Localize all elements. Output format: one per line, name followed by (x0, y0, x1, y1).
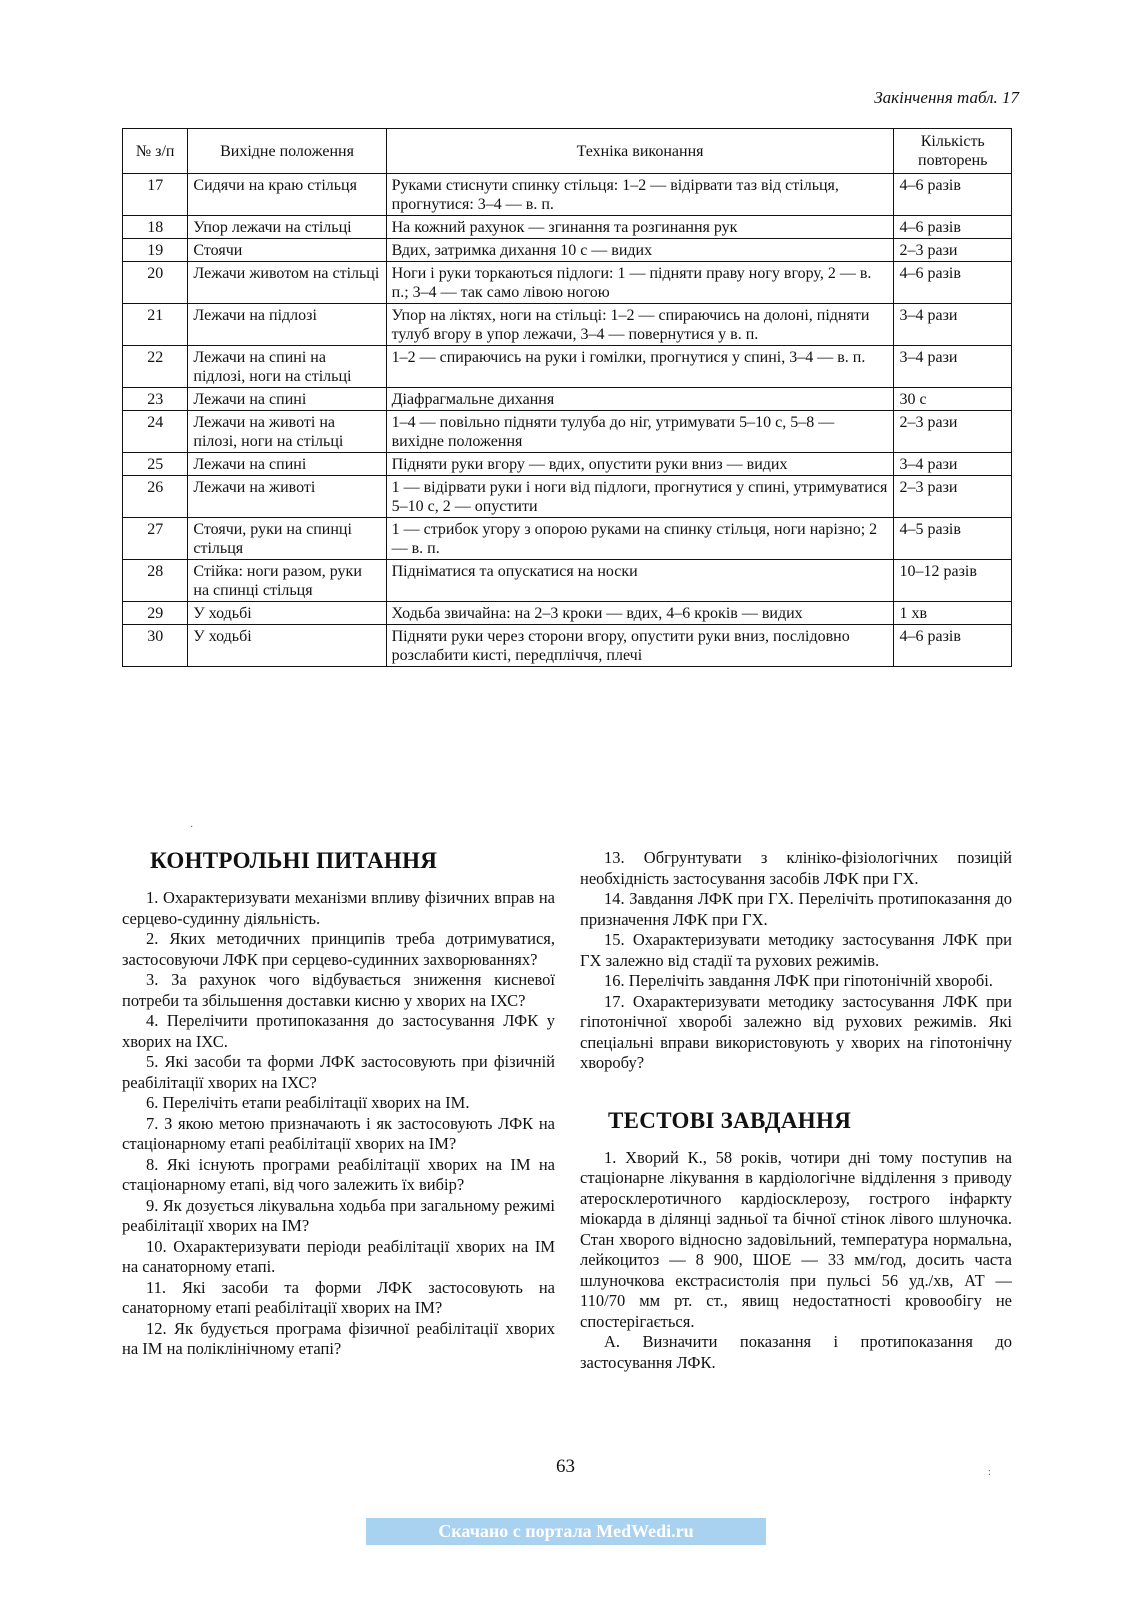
control-questions-title: КОНТРОЛЬНІ ПИТАННЯ (150, 848, 438, 873)
scan-speck: : (988, 1467, 991, 1478)
test-paragraph: А. Визначити показання і протипоказання до застосування ЛФК. (580, 1332, 1012, 1372)
question-item: 17. Охарактеризувати методику застосування ЛФК при гіпотонічної хворобі залежно від рухових режимів. Які спеціальні вправи використовують у хворих на гіпотонічну хворобу? (580, 991, 1012, 1072)
question-item: 6. Перелічіть етапи реабілітації хворих на ІМ. (146, 1093, 470, 1112)
table-row (123, 262, 1012, 304)
cell-count: 30 с (894, 388, 1012, 411)
cell-count: 2–3 рази (894, 476, 1012, 518)
left-column (122, 848, 555, 1360)
cell-technique: Підняти руки через сторони вгору, опустити руки вниз, послідовно розслабити кисті, передпліччя, плечі (386, 625, 894, 667)
question-item: 9. Як дозується лікувальна ходьба при загальному режимі реабілітації хворих на ІМ? (122, 1195, 555, 1235)
scan-speck: · (190, 822, 194, 833)
header-count: Кількість повторень (894, 129, 1012, 174)
table-row (123, 560, 1012, 602)
cell-position: Упор лежачи на стільці (188, 216, 386, 239)
cell-num: 17 (123, 174, 188, 216)
question-item: 12. Як будується програма фізичної реабілітації хворих на ІМ на поліклінічному етапі? (122, 1318, 555, 1358)
cell-position: У ходьбі (188, 625, 386, 667)
cell-num: 26 (123, 476, 188, 518)
cell-num: 19 (123, 239, 188, 262)
question-item: 14. Завдання ЛФК при ГХ. Перелічіть протипоказання до призначення ЛФК при ГХ. (580, 889, 1012, 929)
table-row (123, 453, 1012, 476)
cell-technique: Підніматися та опускатися на носки (386, 560, 894, 602)
cell-position: Стійка: ноги разом, руки на спинці стільця (188, 560, 386, 602)
cell-position: Лежачи животом на стільці (188, 262, 386, 304)
cell-position: Лежачи на підлозі (188, 304, 386, 346)
test-tasks-section (580, 1108, 1012, 1374)
cell-num: 18 (123, 216, 188, 239)
question-item: 13. Обгрунтувати з клініко-фізіологічних позицій необхідність застосування засобів ЛФК при ГХ. (580, 848, 1012, 888)
cell-position: Лежачи на спині (188, 388, 386, 411)
watermark-banner: Скачано с портала MedWedi.ru (366, 1518, 766, 1545)
cell-technique: Руками стиснути спинку стільця: 1–2 — відірвати таз від стільця, прогнутися: 3–4 — в. п. (386, 174, 894, 216)
cell-count: 4–6 разів (894, 174, 1012, 216)
cell-num: 25 (123, 453, 188, 476)
cell-count: 2–3 рази (894, 239, 1012, 262)
cell-count: 1 хв (894, 602, 1012, 625)
cell-count: 4–5 разів (894, 518, 1012, 560)
question-item: 1. Охарактеризувати механізми впливу фізичних вправ на серцево-судинну діяльність. (122, 888, 555, 928)
table-row (123, 625, 1012, 667)
question-item: 7. З якою метою призначають і як застосовують ЛФК на стаціонарному етапі реабілітації хворих на ІМ? (122, 1113, 555, 1153)
cell-num: 28 (123, 560, 188, 602)
cell-technique: 1 — стрибок угору з опорою руками на спинку стільця, ноги нарізно; 2 — в. п. (386, 518, 894, 560)
cell-count: 4–6 разів (894, 625, 1012, 667)
right-column (580, 848, 1012, 1373)
cell-num: 27 (123, 518, 188, 560)
header-num: № з/п (123, 129, 188, 174)
table-header-row (123, 129, 1012, 174)
header-technique: Техніка виконання (386, 129, 894, 174)
test-tasks-title: ТЕСТОВІ ЗАВДАННЯ (608, 1107, 852, 1133)
cell-technique: Ноги і руки торкаються підлоги: 1 — підняти праву ногу вгору, 2 — в. п.; 3–4 — так само лівою ногою (386, 262, 894, 304)
control-questions-right (580, 848, 1012, 1074)
table-row (123, 346, 1012, 388)
table-row (123, 304, 1012, 346)
cell-position: Лежачи на спині на підлозі, ноги на стільці (188, 346, 386, 388)
cell-technique: 1–4 — повільно підняти тулуба до ніг, утримувати 5–10 с, 5–8 — вихідне положення (386, 411, 894, 453)
table-row (123, 239, 1012, 262)
cell-technique: На кожний рахунок — згинання та розгинання рук (386, 216, 894, 239)
cell-num: 22 (123, 346, 188, 388)
exercise-table (122, 128, 1012, 667)
cell-count: 3–4 рази (894, 453, 1012, 476)
table-row (123, 411, 1012, 453)
cell-count: 3–4 рази (894, 304, 1012, 346)
cell-num: 21 (123, 304, 188, 346)
control-questions-left (122, 888, 555, 1360)
cell-num: 29 (123, 602, 188, 625)
cell-count: 4–6 разів (894, 262, 1012, 304)
question-item: 16. Перелічіть завдання ЛФК при гіпотонічній хворобі. (604, 971, 993, 990)
test-paragraph: 1. Хворий К., 58 років, чотири дні тому поступив на стаціонарне лікування в кардіологічне відділення з приводу атеросклеротичного кардіосклерозу, гострого інфаркту міокарда в ділянці задньої та бічної стінок лівого шлуночка. Стан хворого відносно задовільний, температура нормальна, лейкоцитоз — 8 900, ШОЕ — 33 мм/год, досить часта шлуночкова екстрасистолія при пульсі 56 уд./хв, АТ — 110/70 мм рт. ст., явищ недостатності кровообігу не спостерігається. (580, 1147, 1012, 1331)
cell-num: 30 (123, 625, 188, 667)
table-row (123, 174, 1012, 216)
cell-num: 24 (123, 411, 188, 453)
cell-position: У ходьбі (188, 602, 386, 625)
cell-count: 3–4 рази (894, 346, 1012, 388)
cell-position: Стоячи (188, 239, 386, 262)
cell-num: 20 (123, 262, 188, 304)
table-row (123, 518, 1012, 560)
question-item: 10. Охарактеризувати періоди реабілітації хворих на ІМ на санаторному етапі. (122, 1236, 555, 1276)
question-item: 5. Які засоби та форми ЛФК застосовують при фізичній реабілітації хворих на ІХС? (122, 1052, 555, 1092)
question-item: 11. Які засоби та форми ЛФК застосовують на санаторному етапі реабілітації хворих на ІМ? (122, 1277, 555, 1317)
question-item: 2. Яких методичних принципів треба дотримуватися, застосовуючи ЛФК при серцево-судинних захворюваннях? (122, 929, 555, 969)
table-row (123, 602, 1012, 625)
cell-count: 4–6 разів (894, 216, 1012, 239)
cell-technique: Ходьба звичайна: на 2–3 кроки — вдих, 4–6 кроків — видих (386, 602, 894, 625)
cell-position: Сидячи на краю стільця (188, 174, 386, 216)
question-item: 4. Перелічити протипоказання до застосування ЛФК у хворих на ІХС. (122, 1011, 555, 1051)
table-row (123, 216, 1012, 239)
cell-position: Стоячи, руки на спинці стільця (188, 518, 386, 560)
cell-position: Лежачи на спині (188, 453, 386, 476)
cell-position: Лежачи на животі на пілозі, ноги на стільці (188, 411, 386, 453)
question-item: 3. За рахунок чого відбувається зниження кисневої потреби та збільшення доставки кисню у хворих на ІХС? (122, 970, 555, 1010)
cell-technique: Діафрагмальне дихання (386, 388, 894, 411)
cell-technique: Вдих, затримка дихання 10 с — видих (386, 239, 894, 262)
table-row (123, 476, 1012, 518)
cell-technique: 1–2 — спираючись на руки і гомілки, прогнутися у спині, 3–4 — в. п. (386, 346, 894, 388)
cell-num: 23 (123, 388, 188, 411)
page-number: 63 (556, 1456, 575, 1477)
cell-position: Лежачи на животі (188, 476, 386, 518)
test-tasks-body (580, 1148, 1012, 1374)
cell-technique: Упор на ліктях, ноги на стільці: 1–2 — спираючись на долоні, підняти тулуб вгору в упор лежачи, 3–4 — повернутися у в. п. (386, 304, 894, 346)
header-position: Вихідне положення (188, 129, 386, 174)
cell-technique: 1 — відірвати руки і ноги від підлоги, прогнутися у спині, утримуватися 5–10 с, 2 — опустити (386, 476, 894, 518)
cell-count: 10–12 разів (894, 560, 1012, 602)
table-body (123, 174, 1012, 667)
cell-count: 2–3 рази (894, 411, 1012, 453)
question-item: 8. Які існують програми реабілітації хворих на ІМ на стаціонарному етапі, від чого залежить їх вибір? (122, 1154, 555, 1194)
table-row (123, 388, 1012, 411)
table-caption: Закінчення табл. 17 (874, 88, 1019, 107)
cell-technique: Підняти руки вгору — вдих, опустити руки вниз — видих (386, 453, 894, 476)
question-item: 15. Охарактеризувати методику застосування ЛФК при ГХ залежно від стадії та рухових режимів. (580, 930, 1012, 970)
